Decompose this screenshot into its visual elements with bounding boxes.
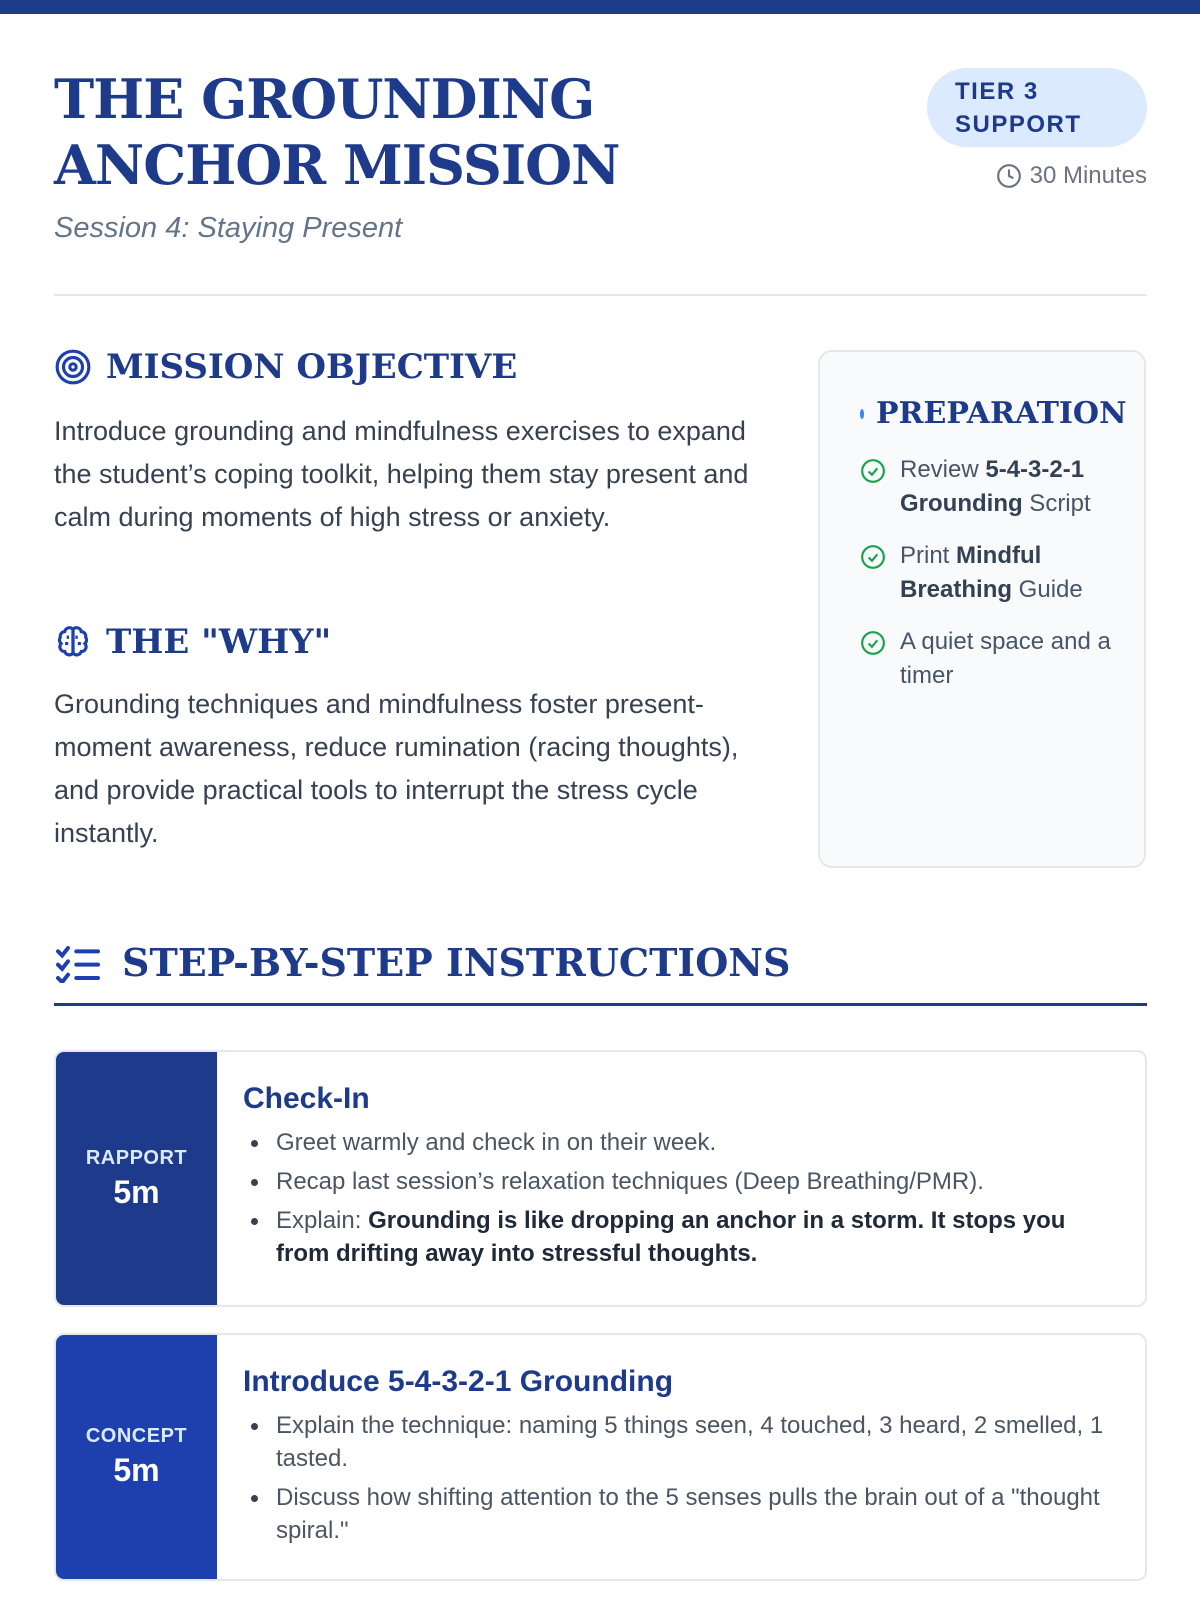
preparation-item-bold: 5-4-3-2-1 Grounding (900, 456, 1085, 517)
step-duration: 5m (113, 1452, 160, 1488)
why-heading (54, 622, 331, 662)
tier-badge: TIER 3 SUPPORT (927, 68, 1147, 147)
checklist-icon (54, 943, 102, 983)
duration-text: 30 Minutes (1029, 162, 1147, 189)
duration-label (996, 162, 1147, 190)
page-header (54, 66, 1147, 296)
steps-heading-text: STEP-BY-STEP INSTRUCTIONS (122, 940, 791, 985)
preparation-heading-text: PREPARATION (876, 396, 1127, 431)
preparation-card (818, 350, 1146, 868)
check-circle-icon (860, 544, 886, 580)
objective-heading-text: MISSION OBJECTIVE (106, 347, 518, 387)
step-bullet-list (243, 1409, 1115, 1547)
preparation-item (860, 453, 1120, 521)
clock-icon (996, 163, 1022, 189)
step-phase-label: CONCEPT (85, 1425, 188, 1447)
step-duration: 5m (113, 1173, 160, 1210)
why-text: Grounding techniques and mindfulness foster present-moment awareness, reduce rumination (racing thoughts), and provide practical tools to interrupt the stress cycle instantly. (54, 689, 739, 848)
preparation-item (860, 625, 1120, 693)
step-bullet: Explain: Grounding is like dropping an anchor in a storm. It stops you from drifting away into stressful thoughts. (243, 1204, 1115, 1270)
objective-text: Introduce grounding and mindfulness exercises to expand the student’s coping toolkit, helping them stay present and calm during moments of high stress or anxiety. (54, 416, 749, 532)
dot-icon (860, 409, 864, 419)
check-circle-icon (860, 458, 886, 494)
step-bullet: Recap last session’s relaxation techniques (Deep Breathing/PMR). (243, 1165, 1115, 1198)
step-phase-panel (56, 1052, 217, 1305)
steps-heading (54, 940, 791, 985)
preparation-item-text (900, 453, 1120, 521)
header-divider (54, 294, 1147, 296)
preparation-item-bold: Mindful Breathing (900, 542, 1042, 603)
step-bullet: Greet warmly and check in on their week. (243, 1126, 1115, 1159)
preparation-item-pre: A quiet space and a timer (900, 628, 1111, 689)
brain-icon (54, 623, 92, 661)
preparation-item-post: Script (1022, 490, 1091, 517)
check-circle-icon (860, 630, 886, 666)
preparation-item-pre: Review (900, 456, 986, 483)
preparation-item (860, 539, 1120, 607)
step-body (217, 1052, 1145, 1305)
top-accent-bar (0, 0, 1200, 14)
preparation-item-post: Guide (1012, 576, 1083, 603)
why-heading-text: THE "WHY" (106, 622, 332, 662)
step-body (217, 1335, 1145, 1579)
step-card (54, 1333, 1147, 1581)
preparation-item-pre: Print (900, 542, 957, 569)
step-phase-panel (56, 1335, 217, 1579)
steps-rule (54, 1003, 1147, 1006)
step-title: Check-In (243, 1082, 370, 1115)
step-title: Introduce 5-4-3-2-1 Grounding (243, 1365, 674, 1398)
preparation-list (860, 453, 1120, 693)
page-title: THE GROUNDING ANCHOR MISSION (54, 67, 620, 197)
session-subtitle: Session 4: Staying Present (54, 212, 403, 244)
target-icon (54, 348, 92, 386)
step-bullet: Explain the technique: naming 5 things seen, 4 touched, 3 heard, 2 smelled, 1 tasted. (243, 1409, 1115, 1475)
step-phase-label: RAPPORT (85, 1146, 188, 1169)
preparation-item-text (900, 625, 1120, 693)
objective-heading (54, 347, 517, 387)
preparation-item-text (900, 539, 1120, 607)
step-bullet-list (243, 1126, 1115, 1270)
step-bullet: Discuss how shifting attention to the 5 senses pulls the brain out of a "thought spiral." (243, 1481, 1115, 1547)
step-card (54, 1050, 1147, 1307)
preparation-heading (860, 396, 1127, 431)
